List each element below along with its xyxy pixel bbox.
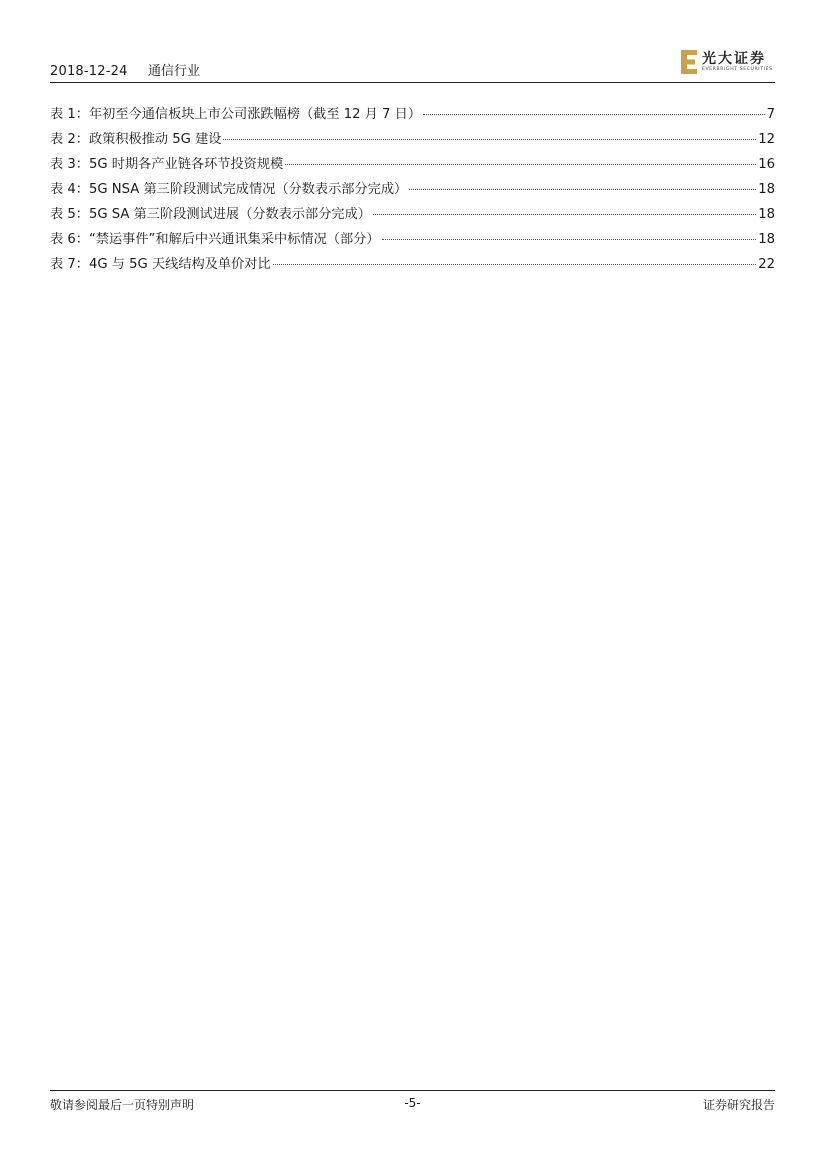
toc-entry-page: 18	[758, 207, 775, 222]
toc-entry-title: 表 4：5G NSA 第三阶段测试完成情况（分数表示部分完成）	[50, 182, 408, 197]
toc-entry-page: 18	[758, 182, 775, 197]
toc-entry[interactable]	[50, 255, 775, 280]
toc-leader-dots	[285, 164, 756, 165]
toc-entry-page: 18	[758, 232, 775, 247]
toc-entry[interactable]	[50, 205, 775, 230]
toc-entry[interactable]	[50, 180, 775, 205]
toc-entry[interactable]	[50, 105, 775, 130]
toc-entry-title: 表 5：5G SA 第三阶段测试进展（分数表示部分完成）	[50, 207, 371, 222]
toc-leader-dots	[423, 114, 765, 115]
toc-entry-page: 22	[758, 257, 775, 272]
toc-entry-title: 表 2：政策积极推动 5G 建设	[50, 132, 222, 147]
footer-page-number: -5-	[404, 1096, 421, 1110]
toc-entry-title: 表 7：4G 与 5G 天线结构及单价对比	[50, 257, 271, 272]
toc-entry-page: 12	[758, 132, 775, 147]
footer-disclaimer: 敬请参阅最后一页特别声明	[50, 1098, 195, 1112]
toc-entry-page: 16	[758, 157, 775, 172]
toc-leader-dots	[223, 139, 756, 140]
toc-leader-dots	[382, 239, 757, 240]
toc-entry-title: 表 1：年初至今通信板块上市公司涨跌幅榜（截至 12 月 7 日）	[50, 107, 422, 122]
company-logo	[681, 48, 773, 78]
page-header	[50, 48, 775, 83]
everbright-logo-icon	[681, 50, 699, 74]
logo-name-en: EVERBRIGHT SECURITIES	[702, 67, 773, 72]
table-of-tables	[50, 105, 775, 280]
footer-report-type: 证券研究报告	[702, 1098, 775, 1112]
toc-leader-dots	[409, 189, 756, 190]
toc-leader-dots	[273, 264, 757, 265]
toc-entry[interactable]	[50, 230, 775, 255]
toc-entry-title: 表 3：5G 时期各产业链各环节投资规模	[50, 157, 284, 172]
toc-entry[interactable]	[50, 155, 775, 180]
report-date: 2018-12-24	[50, 64, 128, 79]
toc-entry-page: 7	[766, 107, 775, 122]
page-footer	[50, 1090, 775, 1115]
toc-entry[interactable]	[50, 130, 775, 155]
toc-leader-dots	[373, 214, 756, 215]
logo-name-cn: 光大证券	[702, 51, 766, 67]
industry-label: 通信行业	[148, 64, 201, 79]
toc-entry-title: 表 6：“禁运事件”和解后中兴通讯集采中标情况（部分）	[50, 232, 380, 247]
